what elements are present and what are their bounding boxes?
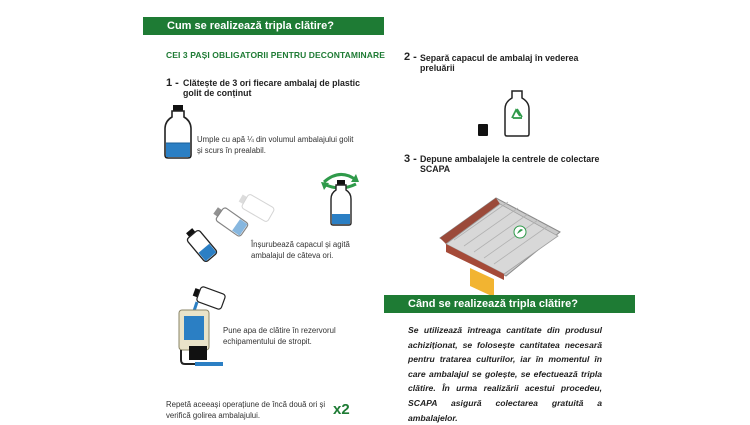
section-title-when-text: Când se realizează tripla clătire? [408,298,578,310]
note-repeat: Repetă aceeași operațiune de încă două ori și verifică golirea ambalajului. [166,400,326,420]
step-3-number: 3 - [404,153,417,165]
step-1-number: 1 - [166,77,179,89]
step-3-text: Depune ambalajele la centrele de colectare SCAPA [420,154,600,174]
section-title-how [143,17,384,35]
steps-subtitle: CEI 3 PAȘI OBLIGATORII PENTRU DECONTAMINARE [166,50,386,60]
when-paragraph: Se utilizează întreaga cantitate din produsul achiziționat, se folosește cantitatea necesară pentru tratarea culturilor, iar în momentul în care ambalajul se golește, se efectuează tripla clătire. În urma realizării acestui procedeu, SCAPA asigură colectarea gratuită a ambalajelor. [408,325,602,423]
recycle-bottle-icon [504,89,530,137]
note-pour: Pune apa de clătire în rezervorul echipamentului de stropit. [223,326,336,346]
step-2-number: 2 - [404,51,417,63]
cap-icon [478,124,488,136]
sprayer-tank-icon [175,288,230,368]
step-2-text: Separă capacul de ambalaj în vederea preluării [420,53,579,73]
bottle-with-water-icon [163,105,193,159]
repeat-badge: x2 [333,401,350,418]
warehouse-icon [440,196,562,280]
section-title-how-text: Cum se realizează tripla clătire? [167,20,334,32]
note-shake: Înșurubează capacul și agită ambalajul de câteva ori. [251,240,350,260]
bottle-shaking-icon [330,180,352,226]
note-fill: Umple cu apă ¼ din volumul ambalajului golit și scurs în prealabil. [197,135,354,155]
section-title-when [384,295,635,313]
step-1-text: Clătește de 3 ori fiecare ambalaj de plastic golit de conținut [183,78,360,98]
